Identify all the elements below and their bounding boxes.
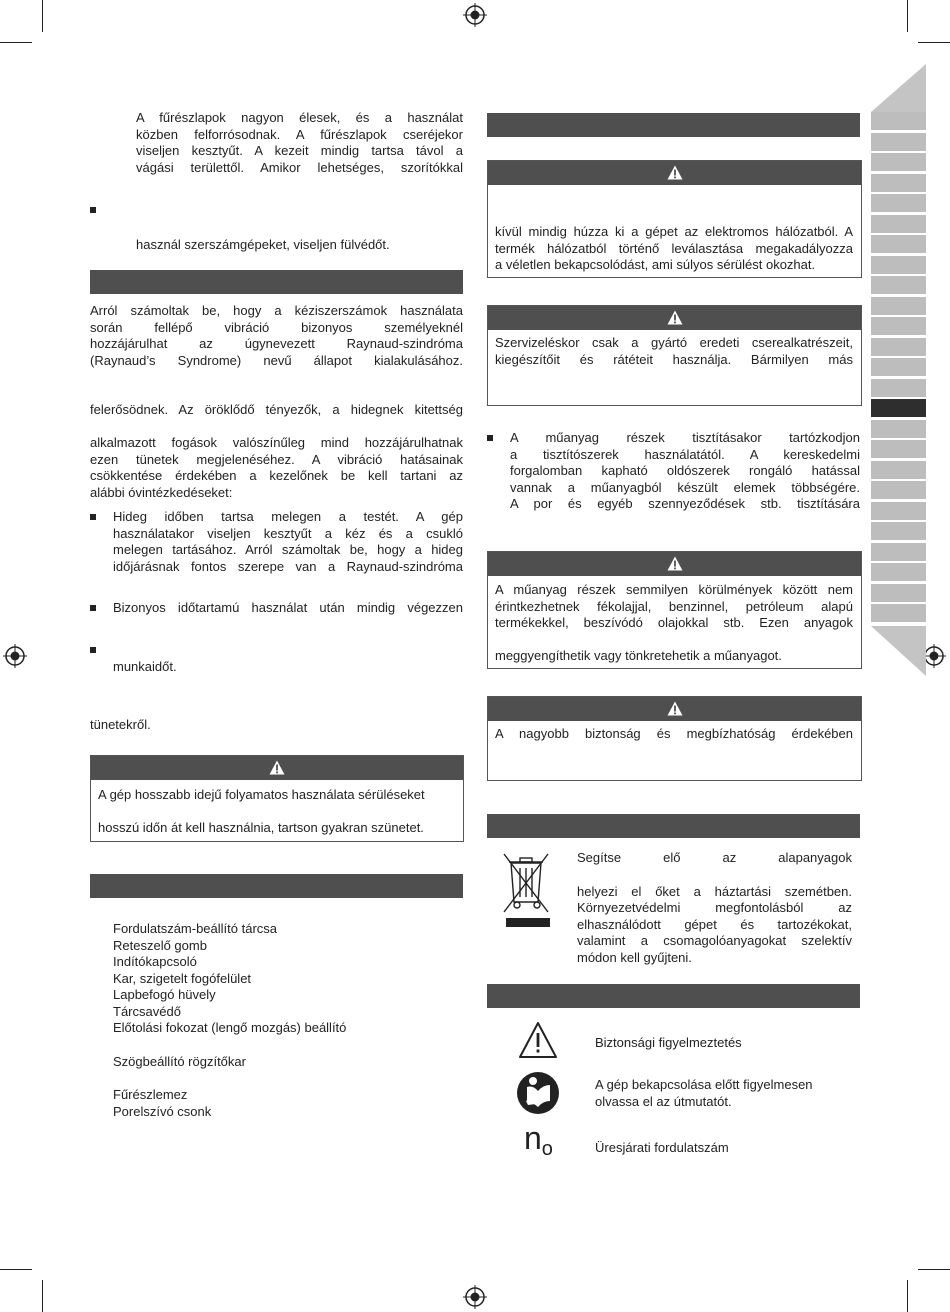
cold-weather-item bbox=[113, 509, 463, 575]
text-line: Arról számoltak be, hogy a kéziszerszámok használata bbox=[90, 303, 463, 318]
section-header-symbols bbox=[487, 984, 860, 1008]
parts-list bbox=[113, 921, 453, 1120]
registration-mark-icon bbox=[3, 644, 27, 668]
crop-mark bbox=[907, 1280, 908, 1312]
weee-bin-icon bbox=[500, 850, 552, 930]
parts-list-item: Tárcsavédő bbox=[113, 1003, 181, 1019]
work-time-item: munkaidőt. bbox=[113, 659, 177, 674]
section-header-maintenance bbox=[487, 113, 860, 137]
text-line: meggyengíthetik vagy tönkretehetik a műanyagot. bbox=[495, 648, 782, 663]
text-line: helyezi el őket a háztartási szemétben. bbox=[577, 883, 852, 899]
text-line: kiegészítőit és rátéteit használja. Bármilyen más bbox=[495, 351, 853, 367]
vibration-paragraph bbox=[90, 303, 463, 369]
crop-mark bbox=[42, 0, 43, 32]
language-tab bbox=[871, 420, 926, 438]
language-tab bbox=[871, 522, 926, 540]
text-line: olvassa el az útmutatót. bbox=[595, 1093, 732, 1109]
parts-list-item: Előtolási fokozat (lengő mozgás) beállító bbox=[113, 1020, 347, 1035]
text-line: alkalmazott fogások valószínűleg mind hozzájárulhatnak bbox=[90, 435, 463, 450]
text-word: Segítse bbox=[577, 850, 622, 865]
read-manual-icon bbox=[516, 1071, 560, 1115]
language-tab bbox=[871, 481, 926, 499]
text-line: Környezetvédelmi megfontolásból az bbox=[577, 900, 852, 915]
text-line: A por és egyéb szennyeződések stb. tisztítására bbox=[510, 496, 860, 511]
text-line: A nagyobb biztonság és megbízhatóság érdekében bbox=[495, 726, 853, 741]
section-header-environment bbox=[487, 814, 860, 838]
crop-mark bbox=[0, 1269, 32, 1270]
text-line: Bizonyos időtartamú használat után mindig végezzen bbox=[113, 600, 463, 615]
parts-list-item: Lapbefogó hüvely bbox=[113, 987, 216, 1002]
registration-mark-icon bbox=[463, 1285, 487, 1309]
language-tab bbox=[871, 112, 926, 130]
text-line: elhasználódott gépet és tartozékokat, bbox=[577, 916, 852, 932]
text-line: termék hálózatból történő leválasztása megakadályozza bbox=[495, 240, 853, 256]
symbol-no-load-speed-text: Üresjárati fordulatszám bbox=[595, 1140, 729, 1155]
text-line: során fellépő vibráció bizonyos személyeknél bbox=[90, 319, 463, 335]
language-tab-active bbox=[871, 399, 926, 417]
text-line: érintkezhetnek fékolajjal, benzinnel, petróleum alapú bbox=[495, 598, 853, 614]
language-tab bbox=[871, 563, 926, 581]
language-tab bbox=[871, 174, 926, 192]
crop-mark bbox=[918, 42, 950, 43]
text-line: melegen tartásához. Arról számoltak be, hogy a hideg bbox=[113, 542, 463, 557]
crop-mark bbox=[918, 1269, 950, 1270]
text-line: A műanyag részek semmilyen körülmények között nem bbox=[495, 582, 853, 597]
text-line: termékekkel, beszívódó olajokkal stb. Ezen anyagok bbox=[495, 615, 853, 630]
warning-triangle-icon bbox=[667, 556, 683, 571]
text-line: A fűrészlapok nagyon élesek, és a használat bbox=[136, 110, 463, 125]
vibration-paragraph-line bbox=[90, 402, 463, 419]
tab-triangle-top bbox=[871, 64, 926, 112]
exercise-item bbox=[113, 600, 463, 617]
symbol-safety-warning-text: Biztonsági figyelmeztetés bbox=[595, 1035, 742, 1050]
text-line: módon kell gyűjteni. bbox=[577, 949, 692, 965]
warning-box-plastic bbox=[487, 551, 862, 669]
text-line: A műanyag részek tisztításakor tartózkodjon bbox=[510, 430, 860, 445]
warning-box-unplug bbox=[487, 160, 862, 278]
registration-mark-icon bbox=[463, 3, 487, 27]
warning-header bbox=[488, 306, 861, 330]
warning-box-prolonged-use bbox=[90, 755, 464, 842]
language-tab bbox=[871, 153, 926, 171]
language-tab bbox=[871, 297, 926, 315]
crop-mark bbox=[0, 42, 32, 43]
plastic-cleaning-item bbox=[510, 430, 860, 513]
text-line: használatakor viseljen kesztyűt a kéz és a csukló bbox=[113, 525, 463, 541]
language-tab bbox=[871, 133, 926, 151]
warning-box-spare-parts bbox=[487, 305, 862, 406]
language-tab bbox=[871, 276, 926, 294]
no-load-speed-icon bbox=[524, 1120, 553, 1160]
text-line: időjárásnak fontos szerepe van a Raynaud-szindróma bbox=[113, 558, 463, 574]
language-tab bbox=[871, 461, 926, 479]
warning-header bbox=[488, 161, 861, 185]
bullet bbox=[90, 514, 96, 520]
vibration-paragraph bbox=[90, 435, 463, 501]
warning-box-reliability bbox=[487, 696, 862, 781]
parts-list-item: Szögbeállító rögzítőkar bbox=[113, 1053, 246, 1069]
text-line: közben felforrósodnak. A fűrészlapok cseréjekor bbox=[136, 126, 463, 142]
bullet bbox=[90, 605, 96, 611]
language-tab bbox=[871, 235, 926, 253]
language-tab bbox=[871, 604, 926, 622]
text-word: elő bbox=[663, 850, 681, 865]
text-line: Szervizeléskor csak a gyártó eredeti cserealkatrészeit, bbox=[495, 335, 853, 350]
text-line: hozzájárulhat az úgynevezett Raynaud-szindróma bbox=[90, 336, 463, 351]
language-tab bbox=[871, 440, 926, 458]
warning-triangle-icon bbox=[667, 310, 683, 325]
parts-list-item: Fordulatszám-beállító tárcsa bbox=[113, 921, 278, 936]
text-line: A gép hosszabb idejű folyamatos használata sérüléseket bbox=[98, 787, 425, 802]
text-line: (Raynaud’s Syndrome) nevű állapot kialakulásához. bbox=[90, 352, 463, 368]
text-line: hosszú időn át kell használnia, tartson gyakran szünetet. bbox=[98, 820, 424, 835]
parts-list-item: Fűrészlemez bbox=[113, 1087, 188, 1102]
text-line: csökkentése érdekében a kezelőnek be kell tartani az bbox=[90, 468, 463, 483]
text-line: forgalomban kapható oldószerek rongáló hatással bbox=[510, 463, 860, 478]
parts-list-item: Porelszívó csonk bbox=[113, 1103, 212, 1119]
bullet bbox=[487, 435, 493, 441]
text-line: ezen tünetek megjelenéséhez. A vibráció hatásainak bbox=[90, 451, 463, 467]
text-line: kívül mindig húzza ki a gépet az elektromos hálózatból. A bbox=[495, 224, 853, 239]
warning-triangle-icon bbox=[667, 701, 683, 716]
text-line: a véletlen bekapcsolódást, ami súlyos sérülést okozhat. bbox=[495, 257, 816, 272]
bullet bbox=[90, 647, 96, 653]
text-line: viseljen kesztyűt. A kezeit mindig tartsa távol a bbox=[136, 143, 463, 158]
warning-header bbox=[488, 697, 861, 721]
text-line: valamint a csomagolóanyagokat szelektív bbox=[577, 933, 852, 948]
blade-warning-paragraph bbox=[136, 110, 463, 176]
warning-triangle-icon bbox=[269, 760, 285, 775]
crop-mark bbox=[42, 1280, 43, 1312]
language-tab bbox=[871, 215, 926, 233]
tab-triangle-bottom bbox=[871, 626, 926, 676]
language-tab bbox=[871, 358, 926, 376]
text-word: alapanyagok bbox=[778, 850, 852, 865]
safety-warning-icon bbox=[517, 1020, 559, 1060]
section-header-vibration bbox=[90, 270, 463, 294]
language-tab bbox=[871, 584, 926, 602]
language-tab bbox=[871, 502, 926, 520]
language-tab bbox=[871, 379, 926, 397]
crop-mark bbox=[907, 0, 908, 32]
language-tab bbox=[871, 317, 926, 335]
language-tab bbox=[871, 338, 926, 356]
recycling-text bbox=[577, 850, 852, 966]
text-line: A gép bekapcsolása előtt figyelmesen bbox=[595, 1077, 813, 1092]
warning-triangle-icon bbox=[667, 165, 683, 180]
language-tab bbox=[871, 543, 926, 561]
language-tab bbox=[871, 194, 926, 212]
text-line: a tisztítószerek használatától. A kereskedelmi bbox=[510, 446, 860, 462]
symptoms-text: tünetekről. bbox=[90, 717, 151, 732]
bullet bbox=[90, 207, 96, 213]
parts-list-item: Indítókapcsoló bbox=[113, 954, 197, 969]
language-tab bbox=[871, 256, 926, 274]
text-line: felerősödnek. Az öröklődő tényezők, a hidegnek kitettség bbox=[90, 402, 463, 417]
warning-header bbox=[488, 552, 861, 576]
text-line: Hideg időben tartsa melegen a testét. A gép bbox=[113, 509, 463, 524]
text-line: alábbi óvintézkedéseket: bbox=[90, 484, 233, 500]
text-line: vágási területtől. Amikor lehetséges, szorítókkal bbox=[136, 159, 463, 175]
n-glyph: n bbox=[524, 1120, 542, 1156]
text-word: az bbox=[722, 850, 737, 865]
symbol-read-manual-text bbox=[595, 1077, 855, 1110]
warning-header bbox=[91, 756, 463, 780]
parts-list-item: Reteszelő gomb bbox=[113, 937, 207, 953]
parts-list-item: Kar, szigetelt fogófelület bbox=[113, 970, 252, 986]
o-subscript: o bbox=[541, 1138, 553, 1160]
hearing-protection-text: használ szerszámgépeket, viseljen fülvédőt. bbox=[136, 237, 390, 252]
language-tab-strip bbox=[871, 112, 926, 626]
text-line: vannak a műanyagból készült elemek többségére. bbox=[510, 479, 860, 495]
section-header-parts bbox=[90, 874, 463, 898]
